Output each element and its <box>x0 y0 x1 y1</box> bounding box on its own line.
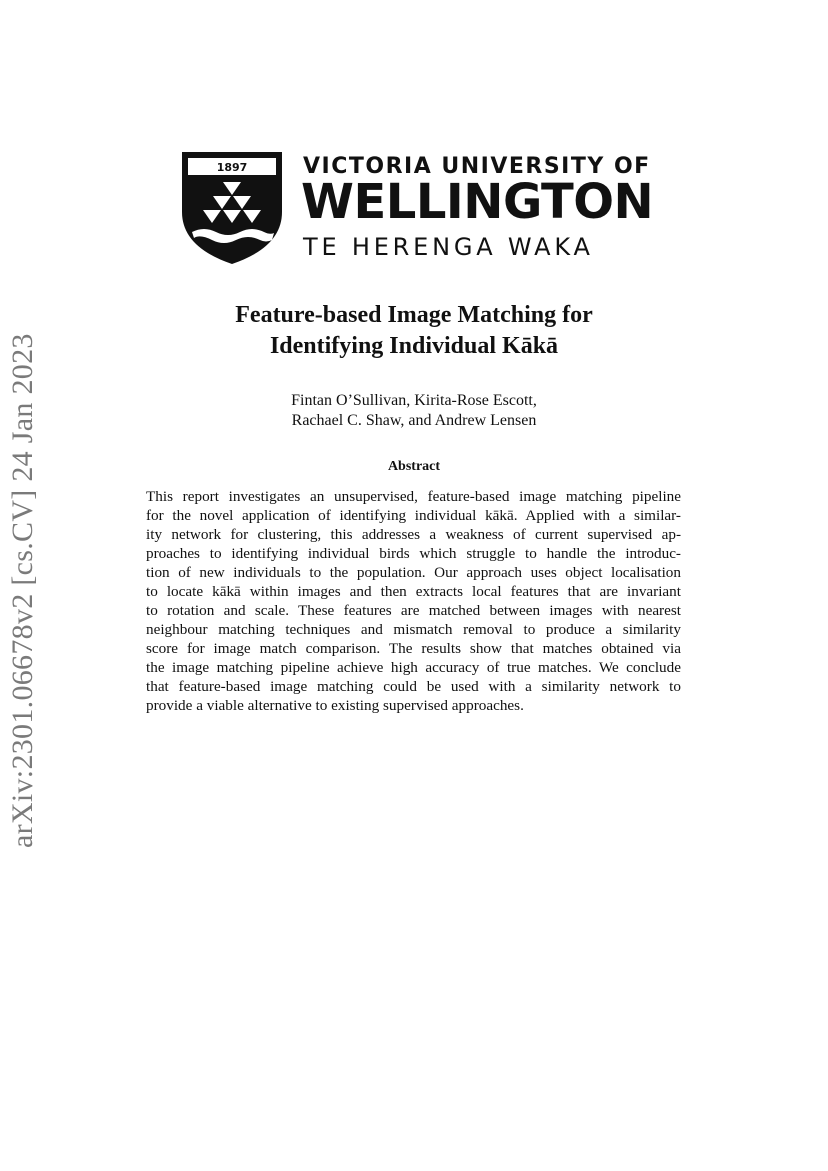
paper-title <box>150 300 678 362</box>
abstract-heading: Abstract <box>387 459 441 474</box>
authors-line-1: Fintan O’Sullivan, Kirita-Rose Escott, <box>291 392 537 409</box>
authors-line-2: Rachael C. Shaw, and Andrew Lensen <box>291 412 537 429</box>
abstract-line: to rotation and scale. These features are matched between images with nearest <box>146 602 681 619</box>
abstract-line: the image matching pipeline achieve high accuracy of true matches. We conclude <box>146 659 681 676</box>
abstract-line: for the novel application of identifying individual kākā. Applied with a similar- <box>146 507 681 524</box>
arxiv-identifier-stamp: arXiv:2301.06678v2 [cs.CV] 24 Jan 2023 <box>6 333 39 848</box>
wordmark-line-victoria: VICTORIA UNIVERSITY OF <box>303 154 651 179</box>
university-wordmark <box>301 152 654 261</box>
abstract-line: that feature-based image matching could be used with a similarity network to <box>146 678 681 695</box>
logo-year: 1897 <box>216 161 248 174</box>
author-list <box>150 391 678 431</box>
abstract-line: to locate kākā within images and then extracts local features that are invariant <box>146 583 681 600</box>
abstract-line: tion of new individuals to the population. Our approach uses object localisation <box>146 564 681 581</box>
wordmark-line-te-herenga-waka: TE HERENGA WAKA <box>303 233 594 261</box>
abstract-line: ity network for clustering, this addresses a weakness of current supervised ap- <box>146 526 681 543</box>
abstract-line: This report investigates an unsupervised, feature-based image matching pipeline <box>146 488 681 505</box>
abstract-line: provide a viable alternative to existing supervised approaches. <box>146 697 524 714</box>
title-line-2: Identifying Individual Kākā <box>269 333 559 359</box>
abstract-line: neighbour matching techniques and mismatch removal to produce a similarity <box>146 621 681 638</box>
abstract-body <box>146 487 681 715</box>
university-shield-icon <box>182 152 282 264</box>
title-line-1: Feature-based Image Matching for <box>235 302 593 328</box>
abstract-line: score for image match comparison. The results show that matches obtained via <box>146 640 681 657</box>
abstract-line: proaches to identifying individual birds which struggle to handle the introduc- <box>146 545 681 562</box>
wordmark-line-wellington: WELLINGTON <box>301 174 654 230</box>
university-logo <box>182 152 652 264</box>
